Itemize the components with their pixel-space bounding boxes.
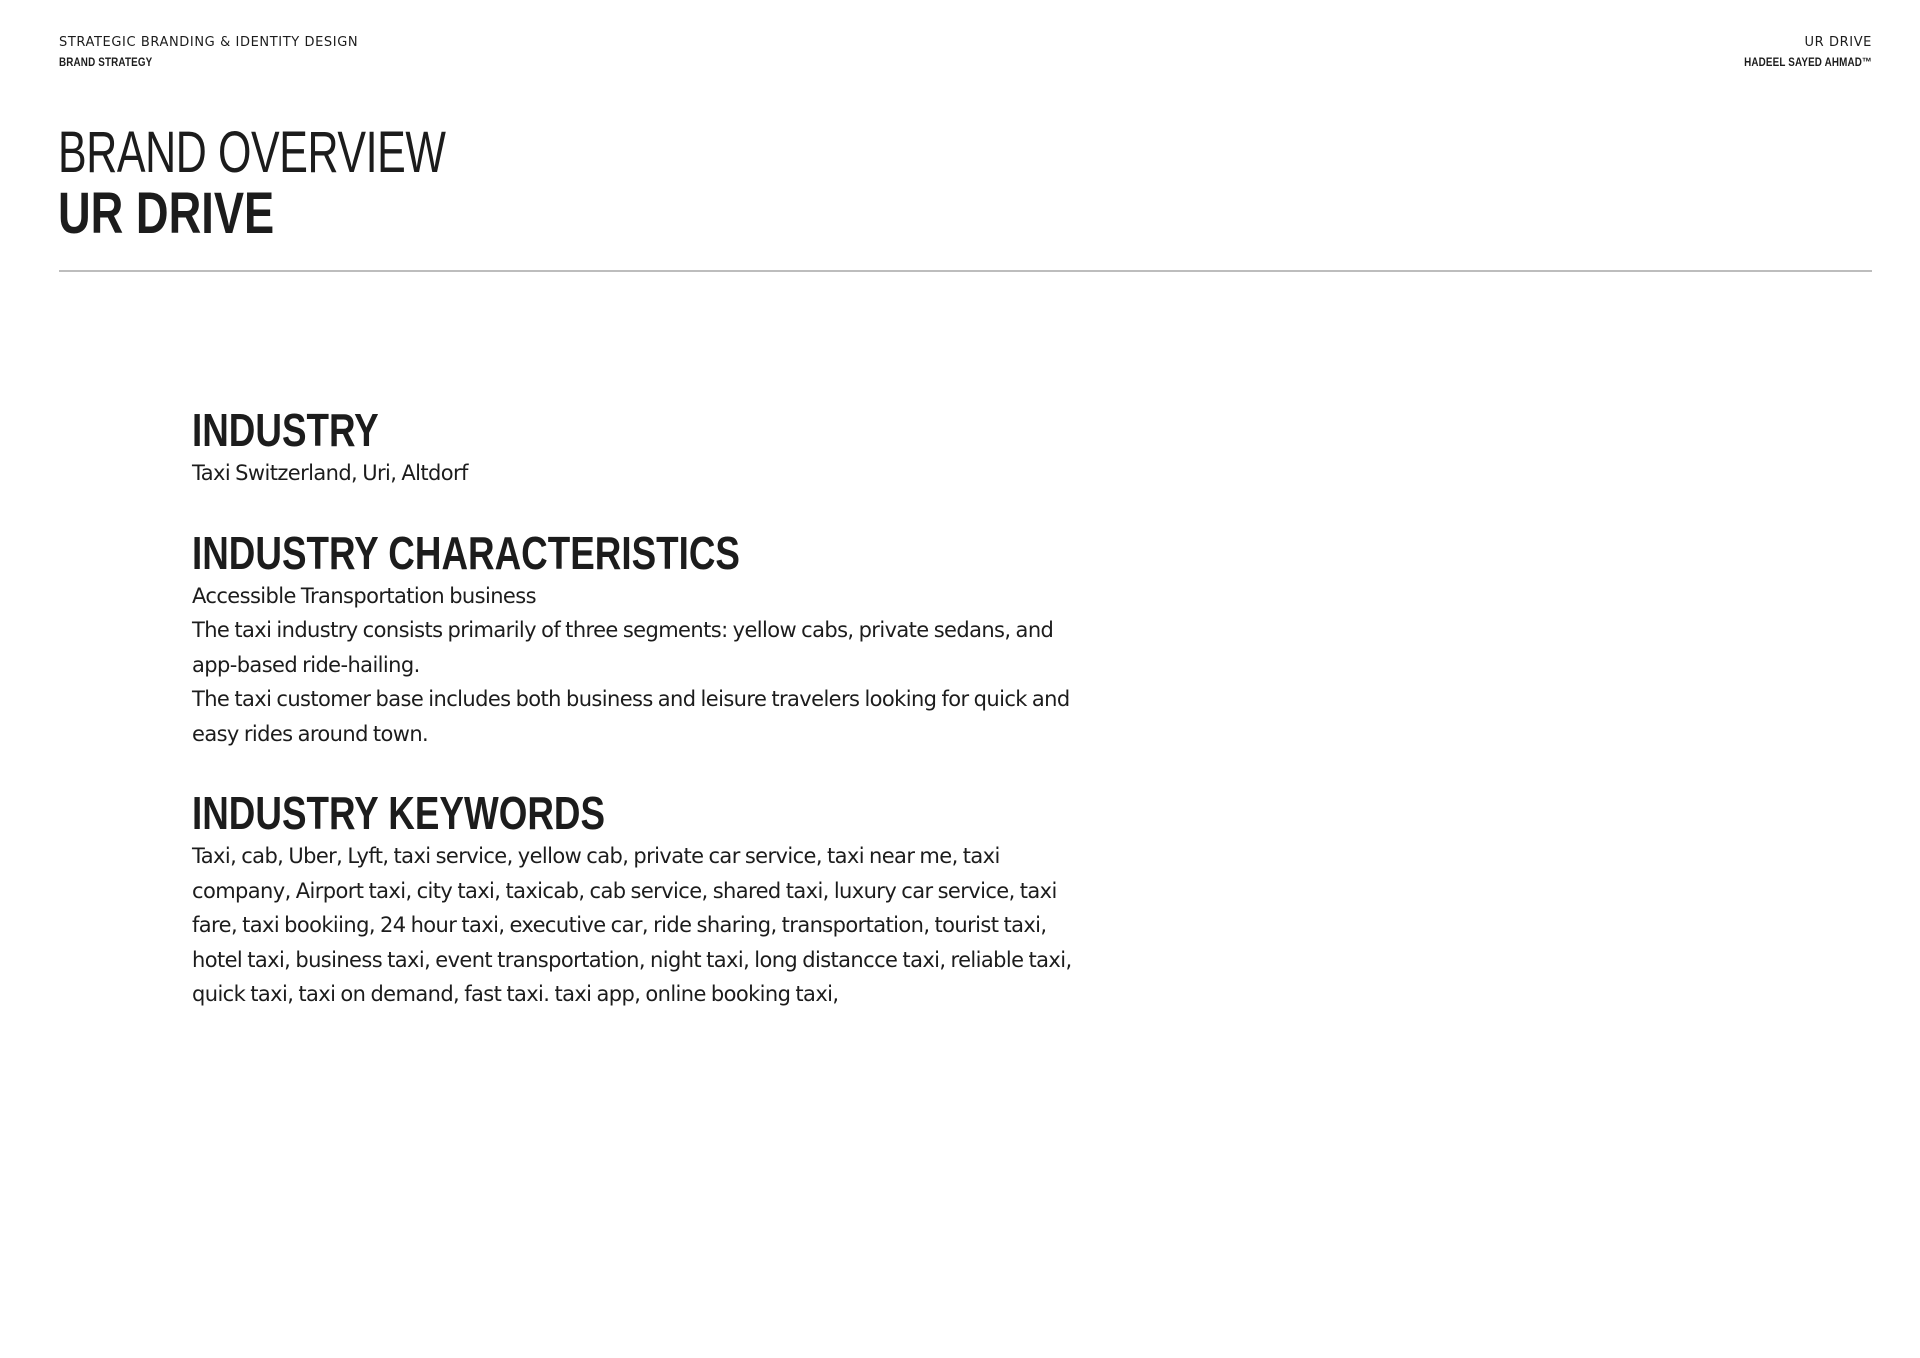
section-heading: INDUSTRY CHARACTERISTICS [192,526,740,579]
paragraph: Accessible Transportation business [192,583,536,608]
section-industry-keywords [192,787,1072,1012]
author-name: HADEEL SAYED AHMAD™ [1744,55,1872,69]
paragraph: The taxi industry consists primarily of three segments: yellow cabs, private sedans, and app-based ride-hailing. [192,618,1054,677]
overview-content [192,404,1072,1048]
section-heading: INDUSTRY KEYWORDS [192,787,606,839]
section-heading: INDUSTRY [192,404,379,456]
page-title-overline: BRAND OVERVIEW [58,120,446,185]
paragraph: Taxi Switzerland, Uri, Altdorf [192,461,468,485]
section-body [192,579,1072,752]
header-left [59,34,358,72]
brand-name: UR DRIVE [1804,35,1872,50]
document-section: BRAND STRATEGY [59,55,153,69]
paragraph: Taxi, cab, Uber, Lyft, taxi service, yellow cab, private car service, taxi near me, taxi company, Airport taxi, city taxi, taxicab, cab service, shared taxi, luxury car service, taxi fare, taxi bookiing, 24 hour taxi, executive car, ride sharing, transportation, tourist taxi, hotel taxi, business taxi, event transportation, night taxi, long distancce taxi, reliable taxi, quick taxi, taxi on demand, fast taxi. taxi app, online booking taxi, [192,844,1072,1006]
section-industry [192,404,1072,491]
page-title-main: UR DRIVE [58,181,275,246]
section-industry-characteristics [192,527,1072,752]
page-title [58,122,582,244]
header-right [1716,34,1872,72]
section-body [192,456,1072,491]
title-divider [59,270,1872,272]
document-subject: STRATEGIC BRANDING & IDENTITY DESIGN [59,35,359,50]
section-body [192,839,1072,1012]
paragraph: The taxi customer base includes both business and leisure travelers looking for quick and easy rides around town. [192,687,1070,746]
